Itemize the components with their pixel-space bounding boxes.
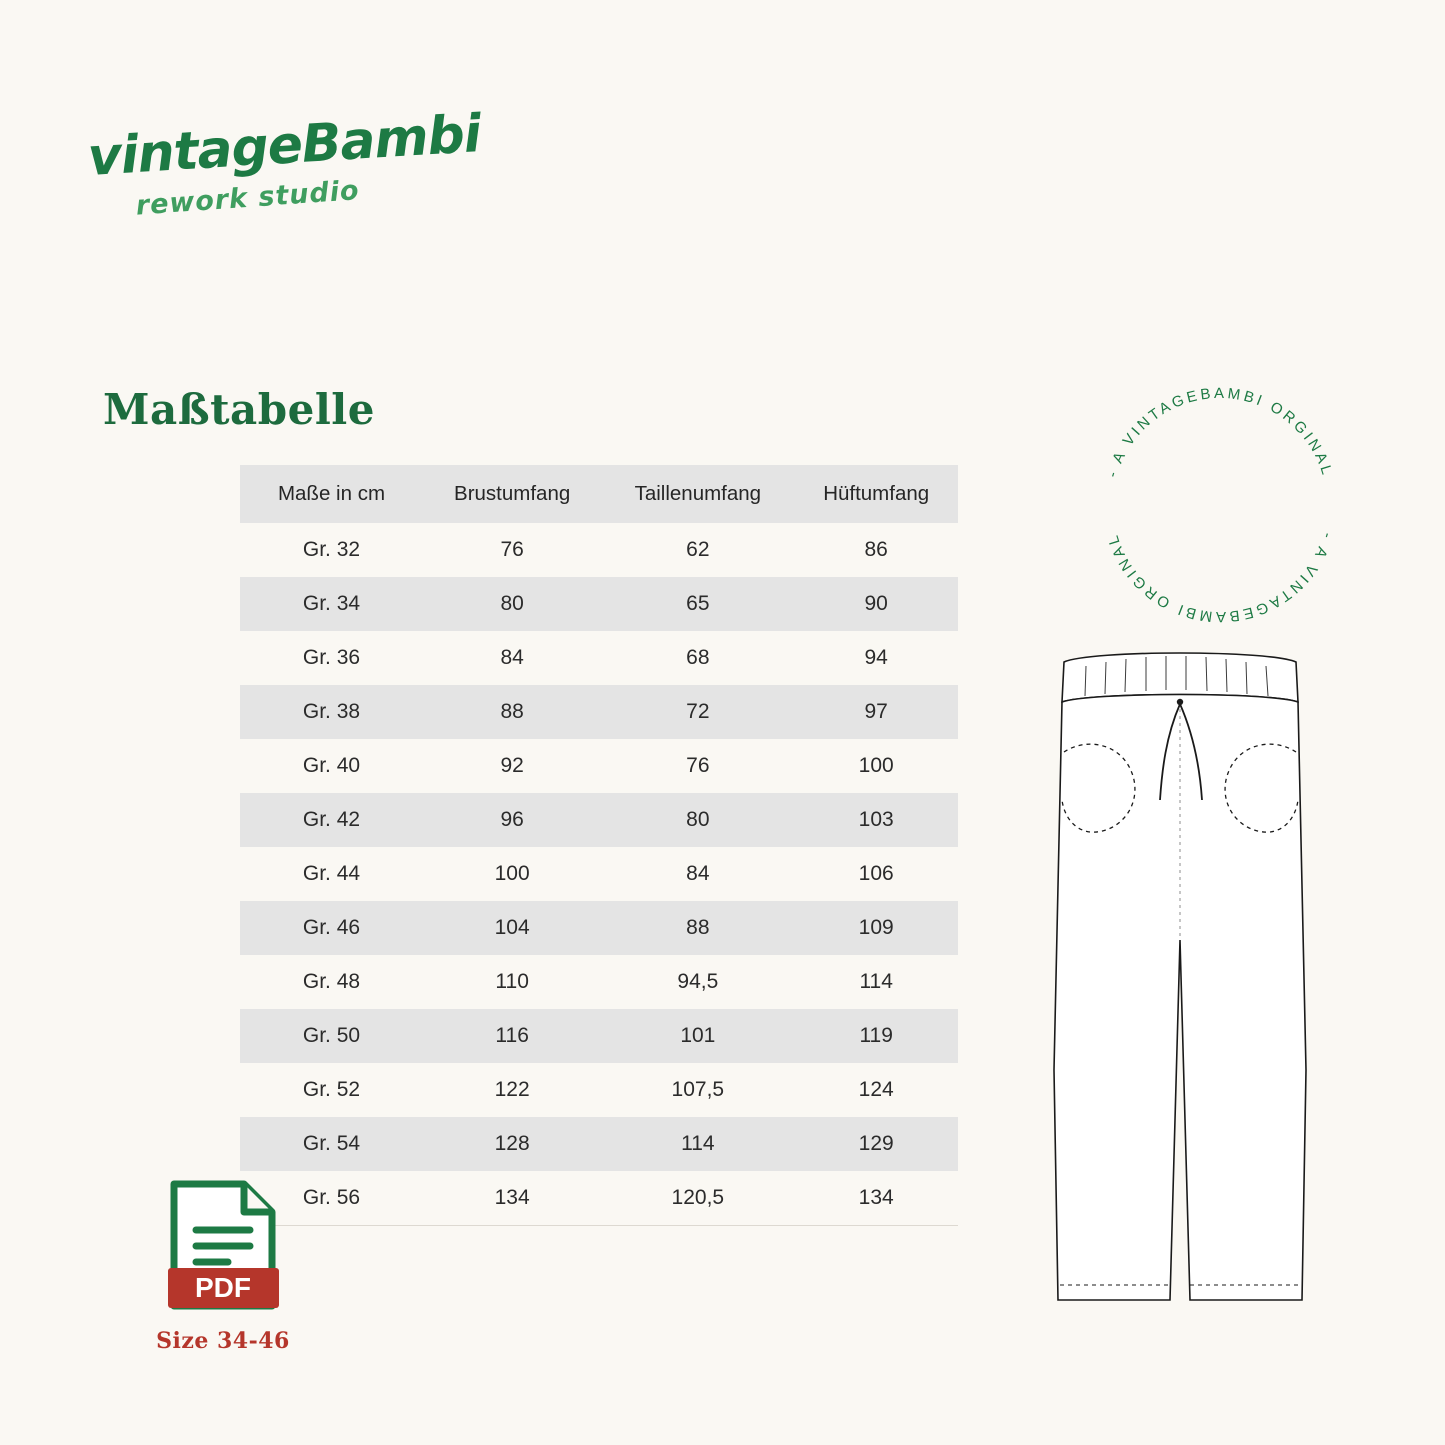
cell-hip: 119 <box>794 1009 958 1063</box>
table-row <box>240 793 958 847</box>
cell-bust: 134 <box>423 1171 601 1226</box>
cell-bust: 84 <box>500 646 524 669</box>
cell-waist: 88 <box>601 901 794 955</box>
cell-size: Gr. 38 <box>240 685 423 739</box>
table-header-row <box>240 465 958 523</box>
cell-size: Gr. 52 <box>302 1078 361 1101</box>
cell-size: Gr. 34 <box>240 577 423 631</box>
cell-waist: 68 <box>686 646 710 669</box>
pdf-size-label: Size 34-46 <box>156 1328 290 1354</box>
cell-waist: 114 <box>601 1117 794 1171</box>
table-row <box>240 1117 958 1171</box>
brand-logo <box>86 104 488 278</box>
cell-bust: 122 <box>494 1078 530 1101</box>
stamp-text-top: - A VINTAGEBAMBI ORGINAL <box>1103 384 1337 480</box>
table-row <box>240 1009 958 1063</box>
cell-size: Gr. 50 <box>240 1009 423 1063</box>
cell-size: Gr. 46 <box>240 901 423 955</box>
cell-waist: 80 <box>601 793 794 847</box>
cell-hip: 129 <box>794 1117 958 1171</box>
cell-bust: 116 <box>423 1009 601 1063</box>
cell-hip: 134 <box>794 1171 958 1226</box>
cell-waist: 65 <box>601 577 794 631</box>
cell-hip: 94 <box>864 646 888 669</box>
cell-waist: 62 <box>686 538 710 561</box>
cell-waist: 84 <box>686 862 710 885</box>
cell-waist: 101 <box>601 1009 794 1063</box>
cell-size: Gr. 32 <box>302 538 361 561</box>
cell-bust: 110 <box>495 970 529 993</box>
column-header-measure: Maße in cm <box>240 465 423 523</box>
cell-waist: 107,5 <box>671 1078 725 1101</box>
brand-name: vintageBambi <box>86 104 483 188</box>
cell-hip: 86 <box>864 538 888 561</box>
cell-bust: 88 <box>423 685 601 739</box>
cell-bust: 128 <box>423 1117 601 1171</box>
cell-bust: 104 <box>423 901 601 955</box>
pants-technical-illustration <box>1030 640 1330 1360</box>
cell-size: Gr. 54 <box>240 1117 423 1171</box>
table-row <box>240 577 958 631</box>
page-title: Maßtabelle <box>103 385 375 434</box>
column-header-waist: Taillenumfang <box>601 465 794 523</box>
brand-tagline: rework studio <box>134 175 361 222</box>
cell-bust: 76 <box>500 538 524 561</box>
table-row <box>240 739 958 793</box>
svg-text:PDF: PDF <box>194 1272 251 1303</box>
cell-size: Gr. 44 <box>302 862 361 885</box>
cell-hip: 103 <box>794 793 958 847</box>
table-row <box>240 631 958 685</box>
cell-hip: 100 <box>858 754 894 777</box>
table-row <box>240 901 958 955</box>
column-header-bust: Brustumfang <box>423 465 601 523</box>
pdf-badge <box>108 1180 338 1354</box>
table-row <box>240 847 958 901</box>
cell-bust: 92 <box>500 754 524 777</box>
cell-size: Gr. 56 <box>240 1171 423 1226</box>
cell-bust: 80 <box>423 577 601 631</box>
cell-waist: 72 <box>601 685 794 739</box>
table-row <box>240 1063 958 1117</box>
cell-hip: 109 <box>794 901 958 955</box>
table-row <box>240 1171 958 1226</box>
cell-size: Gr. 40 <box>302 754 361 777</box>
cell-hip: 114 <box>859 970 893 993</box>
cell-hip: 124 <box>858 1078 894 1101</box>
cell-bust: 100 <box>494 862 530 885</box>
cell-size: Gr. 36 <box>302 646 361 669</box>
table-row <box>240 685 958 739</box>
cell-bust: 96 <box>423 793 601 847</box>
cell-size: Gr. 42 <box>240 793 423 847</box>
pdf-file-icon <box>166 1180 281 1310</box>
stamp-text-bottom: - A VINTAGEBAMBI ORGINAL <box>1103 530 1337 626</box>
cell-hip: 97 <box>794 685 958 739</box>
table-row <box>240 955 958 1009</box>
cell-waist: 120,5 <box>601 1171 794 1226</box>
table-row <box>240 523 958 577</box>
cell-waist: 94,5 <box>677 970 719 993</box>
cell-size: Gr. 48 <box>302 970 361 993</box>
circular-stamp <box>1085 370 1355 640</box>
cell-hip: 106 <box>858 862 894 885</box>
column-header-hip: Hüftumfang <box>794 465 958 523</box>
cell-waist: 76 <box>686 754 710 777</box>
cell-hip: 90 <box>794 577 958 631</box>
size-chart-table <box>240 465 958 1226</box>
